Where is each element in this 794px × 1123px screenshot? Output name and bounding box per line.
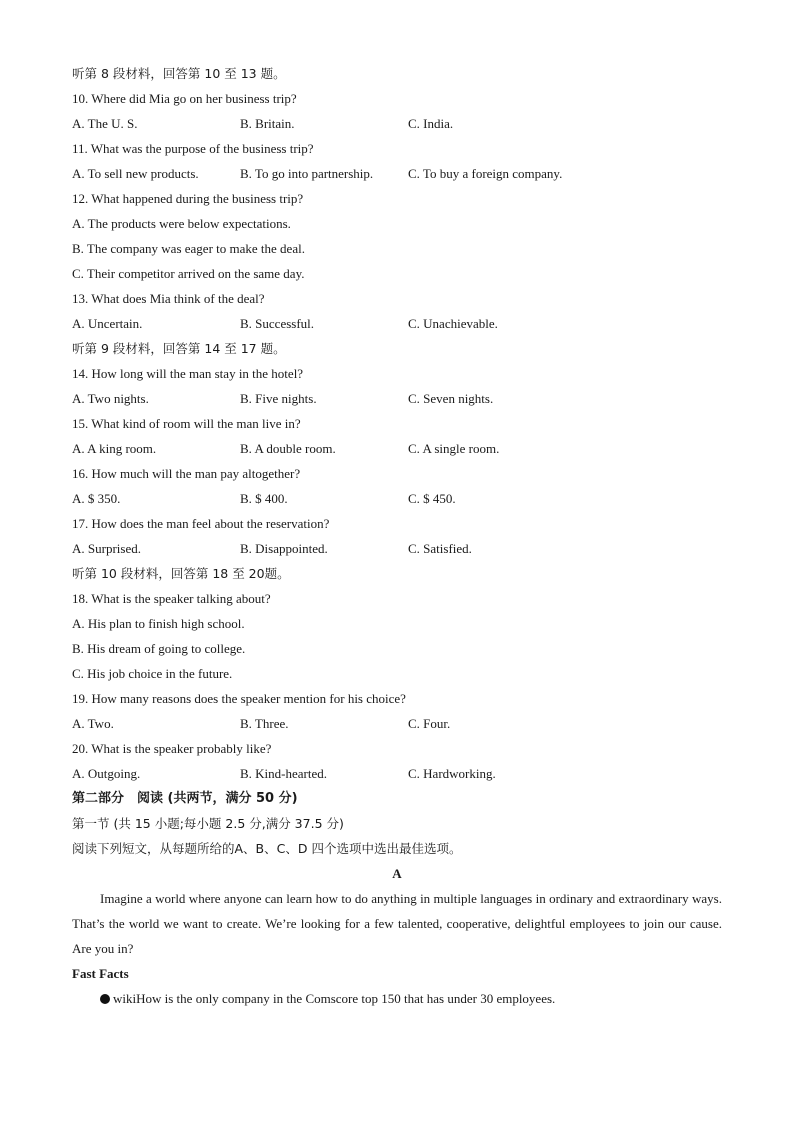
fast-facts-heading: Fast Facts	[72, 966, 129, 981]
q10-option-a: A. The U. S.	[72, 116, 138, 131]
q20-option-a: A. Outgoing.	[72, 766, 141, 781]
segment-9-instruction: 听第 9 段材料，回答第 14 至 17 题。	[72, 341, 286, 356]
question-13-stem: 13. What does Mia think of the deal?	[72, 291, 265, 306]
bullet-icon	[100, 994, 110, 1004]
q17-option-a: A. Surprised.	[72, 541, 141, 556]
reading-instruction: 阅读下列短文，从每题所给的A、B、C、D 四个选项中选出最佳选项。	[72, 841, 462, 856]
q19-option-b: B. Three.	[240, 716, 289, 731]
q14-option-b: B. Five nights.	[240, 391, 317, 406]
passage-paragraph-1: Imagine a world where anyone can learn how to do anything in multiple languages in ordinary and extraordinary ways. That’s the world we want to create. We’re looking for a few talented, cooperative, delightful employees to join our cause. Are you in?	[72, 891, 722, 956]
question-16-stem: 16. How much will the man pay altogether?	[72, 466, 301, 481]
q17-option-b: B. Disappointed.	[240, 541, 328, 556]
q18-option-b: B. His dream of going to college.	[72, 641, 246, 656]
q13-option-c: C. Unachievable.	[408, 316, 498, 331]
q10-option-c: C. India.	[408, 116, 454, 131]
question-16-options	[72, 486, 722, 511]
q11-option-b: B. To go into partnership.	[240, 166, 374, 181]
reading-part-title: 第二部分 阅读 (共两节，满分 50 分)	[72, 791, 298, 806]
segment-10-instruction: 听第 10 段材料，回答第 18 至 20题。	[72, 566, 290, 581]
question-15-stem: 15. What kind of room will the man live in?	[72, 416, 301, 431]
q10-option-b: B. Britain.	[240, 116, 295, 131]
q13-option-a: A. Uncertain.	[72, 316, 143, 331]
question-14-stem: 14. How long will the man stay in the hotel?	[72, 366, 304, 381]
question-20-stem: 20. What is the speaker probably like?	[72, 741, 272, 756]
question-12-stem: 12. What happened during the business trip?	[72, 191, 304, 206]
question-15-options	[72, 436, 722, 461]
q18-option-c: C. His job choice in the future.	[72, 666, 233, 681]
reading-section-1: 第一节 (共 15 小题;每小题 2.5 分,满分 37.5 分)	[72, 816, 344, 831]
question-20-options	[72, 761, 722, 786]
q15-option-a: A. A king room.	[72, 441, 157, 456]
q14-option-c: C. Seven nights.	[408, 391, 494, 406]
q16-option-a: A. $ 350.	[72, 491, 121, 506]
passage-label: A	[392, 866, 402, 881]
q12-option-a: A. The products were below expectations.	[72, 216, 291, 231]
q16-option-c: C. $ 450.	[408, 491, 456, 506]
q11-option-c: C. To buy a foreign company.	[408, 166, 563, 181]
question-13-options	[72, 311, 722, 336]
q14-option-a: A. Two nights.	[72, 391, 149, 406]
q17-option-c: C. Satisfied.	[408, 541, 472, 556]
q20-option-b: B. Kind-hearted.	[240, 766, 328, 781]
q15-option-b: B. A double room.	[240, 441, 336, 456]
question-14-options	[72, 386, 722, 411]
q11-option-a: A. To sell new products.	[72, 166, 199, 181]
q12-option-b: B. The company was eager to make the deal.	[72, 241, 305, 256]
question-10-options	[72, 111, 722, 136]
question-11-stem: 11. What was the purpose of the business trip?	[72, 141, 314, 156]
q18-option-a: A. His plan to finish high school.	[72, 616, 245, 631]
question-17-stem: 17. How does the man feel about the reservation?	[72, 516, 330, 531]
q20-option-c: C. Hardworking.	[408, 766, 496, 781]
q19-option-c: C. Four.	[408, 716, 451, 731]
question-17-options	[72, 536, 722, 561]
question-19-options	[72, 711, 722, 736]
q16-option-b: B. $ 400.	[240, 491, 288, 506]
q13-option-b: B. Successful.	[240, 316, 315, 331]
q19-option-a: A. Two.	[72, 716, 114, 731]
fast-fact-item	[72, 986, 722, 1011]
q12-option-c: C. Their competitor arrived on the same day.	[72, 266, 305, 281]
segment-8-instruction: 听第 8 段材料，回答第 10 至 13 题。	[72, 66, 286, 81]
question-18-stem: 18. What is the speaker talking about?	[72, 591, 271, 606]
question-10-stem: 10. Where did Mia go on her business trip?	[72, 91, 297, 106]
question-19-stem: 19. How many reasons does the speaker mention for his choice?	[72, 691, 406, 706]
exam-page	[72, 61, 722, 1011]
q15-option-c: C. A single room.	[408, 441, 500, 456]
fast-fact-text: wikiHow is the only company in the Comscore top 150 that has under 30 employees.	[113, 991, 556, 1006]
question-11-options	[72, 161, 722, 186]
